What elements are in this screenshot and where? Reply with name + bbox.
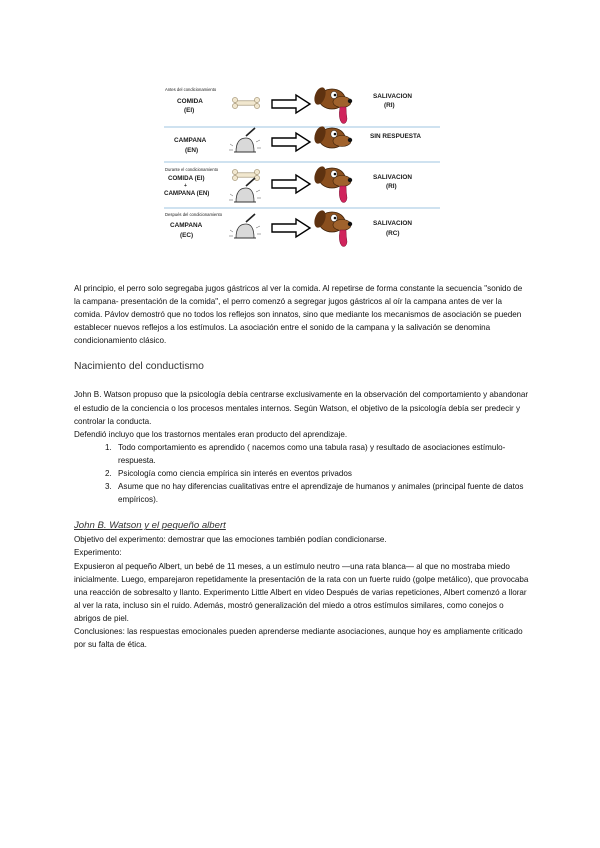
spacer: [74, 506, 530, 519]
dog-icon: [312, 125, 352, 148]
row4-caption: Después del condicionamiento: [165, 212, 223, 217]
row1-result-1: SALIVACION: [373, 93, 412, 100]
row3-label-2: +: [184, 183, 187, 189]
spacer: [74, 347, 530, 360]
row3-label-3: CAMPANA (EN): [164, 190, 210, 197]
bell-icon: [229, 214, 261, 238]
paragraph-conclusions: Conclusiones: las respuestas emocionales pueden aprenderse mediante asociaciones, aunque hoy es ampliamente criticado por su falta de ética.: [74, 626, 523, 650]
row3-caption: Durante el condicionamiento: [165, 167, 219, 172]
row1-result-2: (RI): [384, 102, 395, 109]
list-item: 3. Asume que no hay diferencias cualitativas entre el aprendizaje de humanos y animales (principal fuente de datos empíricos).: [114, 480, 530, 506]
arrow-icon: [272, 95, 310, 113]
arrow-icon: [272, 175, 310, 193]
row3-result-2: (RI): [386, 183, 397, 190]
row4-result-2: (RC): [386, 230, 400, 237]
paragraph-objective: Objetivo del experimento: demostrar que las emociones también podían condicionarse.: [74, 535, 387, 545]
salivating-dog-icon: [312, 86, 352, 124]
arrow-icon: [272, 133, 310, 151]
paragraph-classical-conditioning: Al principio, el perro solo segregaba jugos gástricos al ver la comida. Al repetirse de forma constante la secuencia "sonido de la campana- presentación de la comida", el perro comenzó a segregar jugos gástricos al oír la campana antes de ver la comida. Pávlov demostró que no todos los reflejos son innatos, sino que mediante los mecanismos de asociación se pueden establecer nuevos reflejos a los estímulos. La asociación entre el sonido de la campana y la salivación se denomina condicionamiento clásico.: [74, 284, 523, 346]
row4-label-1: CAMPANA: [170, 222, 203, 229]
paragraph-defended: Defendió incluyo que los trastornos mentales eran producto del aprendizaje.: [74, 429, 348, 439]
paragraph-watson-intro: John B. Watson propuso que la psicología debía centrarse exclusivamente en la observación del comportamiento y abandonar el estudio de la conciencia o los procesos mentales internos. Según Watson, el objetivo de la psicología debía ser predecir y controlar la conducta.: [74, 390, 529, 426]
row1-label-1: COMIDA: [177, 98, 203, 105]
bone-icon: [232, 169, 259, 180]
document-body: [74, 282, 530, 651]
bell-icon: [229, 178, 261, 202]
pavlov-diagram: [160, 82, 442, 252]
row2-label-1: CAMPANA: [174, 137, 207, 144]
bell-icon: [229, 128, 261, 152]
row3-label-1: COMIDA (EI): [168, 175, 205, 182]
paragraph-experiment: Expusieron al pequeño Albert, un bebé de 11 meses, a un estímulo neutro —una rata blanca— al que no mostraba miedo inicialmente. Luego, emparejaron repetidamente la presentación de la rata con un fuerte ruido (golpe metálico), que provocaba una reacción de sobresalto y llanto. Experimento Little Albert en video Después de varias repeticiones, Albert comenzó a llorar al ver la rata, incluso sin el ruido. Además, mostró generalización del miedo a otros estímulos similares, como conejos o abrigos de piel.: [74, 561, 529, 623]
bone-icon: [232, 97, 259, 108]
row2-label-2: (EN): [185, 147, 199, 154]
row4-result-1: SALIVACION: [373, 220, 412, 227]
row4-label-2: (EC): [180, 232, 194, 239]
row1-label-2: (EI): [184, 107, 195, 114]
section-heading: Nacimiento del conductismo: [74, 361, 204, 373]
paragraph-experiment-label: Experimento:: [74, 548, 122, 558]
salivating-dog-icon: [312, 165, 352, 203]
row1-caption: Antes del condicionamiento: [165, 87, 217, 92]
subheading-little-albert: John B. Watson y el pequeño albert: [74, 520, 226, 532]
list-item: 1. Todo comportamiento es aprendido ( nacemos como una tabula rasa) y resultado de asociaciones estímulo- respuesta.: [114, 441, 530, 467]
row3-result-1: SALIVACION: [373, 174, 412, 181]
salivating-dog-icon: [312, 209, 352, 247]
principles-list: [74, 441, 530, 506]
arrow-icon: [272, 219, 310, 237]
list-item: 2. Psicología como ciencia empírica sin interés en eventos privados: [114, 467, 530, 480]
pavlov-diagram-svg: [160, 82, 442, 252]
row2-result-1: SIN RESPUESTA: [370, 133, 422, 140]
